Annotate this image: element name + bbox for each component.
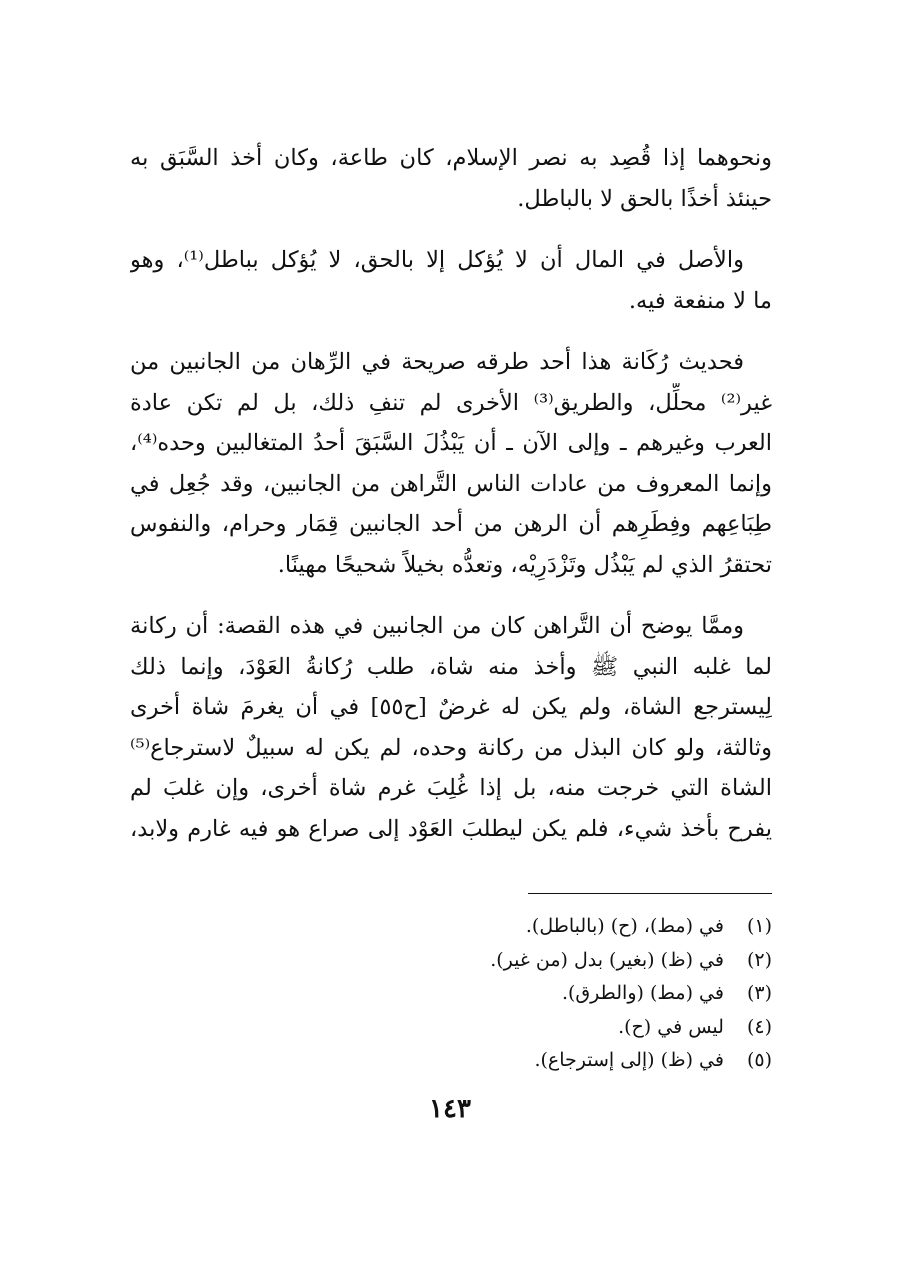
text-line: حينئذ أخذًا بالحق لا بالباطل. xyxy=(517,185,772,212)
footnote-text: في (ظ) (بغير) بدل (من غير). xyxy=(490,948,724,971)
text-line: والأصل في المال أن لا يُؤكل إلا بالحق، لا يُؤكل بباطل⁽¹⁾، وهو xyxy=(130,247,744,273)
footnote-number: (١) xyxy=(746,915,772,937)
text-line: لِيسترجع الشاة، ولم يكن له غرضٌ [ح٥٥] في أن يغرمَ شاة أخرى xyxy=(130,694,772,720)
text-line: تحتقرُ الذي لم يَبْذُل وتَزْدَرِيْه، وتعدُّه بخيلاً شحيحًا مهينًا. xyxy=(277,551,772,578)
paragraph-2 xyxy=(130,240,772,321)
paragraph-4 xyxy=(130,606,772,849)
footnote-number: (٣) xyxy=(746,982,772,1004)
footnotes xyxy=(130,910,772,1078)
footnote-text: ليس في (ح). xyxy=(618,1015,724,1038)
text-line: وممَّا يوضح أن التَّراهن كان من الجانبين في هذه القصة: أن ركانة xyxy=(130,613,744,639)
main-text xyxy=(130,138,772,870)
footnote-2 xyxy=(130,944,772,978)
footnote-text: في (مط)، (ح) (بالباطل). xyxy=(525,915,724,937)
text-line: وإنما المعروف من عادات الناس التَّراهن من الجانبين، وقد جُعِل في xyxy=(130,470,772,497)
footnote-5 xyxy=(130,1044,772,1078)
footnote-text: في (مط) (والطرق). xyxy=(561,982,724,1004)
footnote-separator xyxy=(528,893,772,894)
footnote-4 xyxy=(130,1011,772,1045)
footnote-text: في (ظ) (إلى إسترجاع). xyxy=(534,1049,724,1071)
footnote-3 xyxy=(130,977,772,1011)
text-line: غير⁽²⁾ محلِّل، والطريق⁽³⁾ الأخرى لم تنفِ ذلك، بل لم تكن عادة xyxy=(130,389,772,416)
text-line: ما لا منفعة فيه. xyxy=(628,287,772,314)
text-line: العرب وغيرهم ـ وإلى الآن ـ أن يَبْذُلَ السَّبَقَ أحدُ المتغالبين وحده⁽⁴⁾، xyxy=(130,430,772,456)
text-line: وثالثة، ولو كان البذل من ركانة وحده، لم يكن له سبيلٌ لاسترجاع⁽⁵⁾ xyxy=(130,734,772,761)
footnote-number: (٢) xyxy=(746,948,772,971)
footnote-number: (٥) xyxy=(746,1049,772,1071)
text-line: الشاة التي خرجت منه، بل إذا غُلِبَ غرم شاة أخرى، وإن غلبَ لم xyxy=(130,775,772,801)
footnote-number: (٤) xyxy=(746,1015,772,1038)
paragraph-3 xyxy=(130,342,772,585)
text-line: فحديث رُكَانة هذا أحد طرقه صريحة في الرِّهان من الجانبين من xyxy=(130,349,744,375)
footnote-1 xyxy=(130,910,772,944)
text-line: يفرح بأخذ شيء، فلم يكن ليطلبَ العَوْد إلى صراع هو فيه غارم ولابد، xyxy=(130,815,772,842)
page-number: ١٤٣ xyxy=(429,1094,471,1124)
paragraph-1 xyxy=(130,138,772,219)
text-line: طِبَاعِهم وفِطَرِهم أن الرهن من أحد الجانبين قِمَار وحرام، والنفوس xyxy=(130,511,772,537)
text-line: ونحوهما إذا قُصِد به نصر الإسلام، كان طاعة، وكان أخذ السَّبَق به xyxy=(130,145,772,171)
text-line: لما غلبه النبي ﷺ وأخذ منه شاة، طلب رُكانةُ العَوْدَ، وإنما ذلك xyxy=(130,653,772,680)
